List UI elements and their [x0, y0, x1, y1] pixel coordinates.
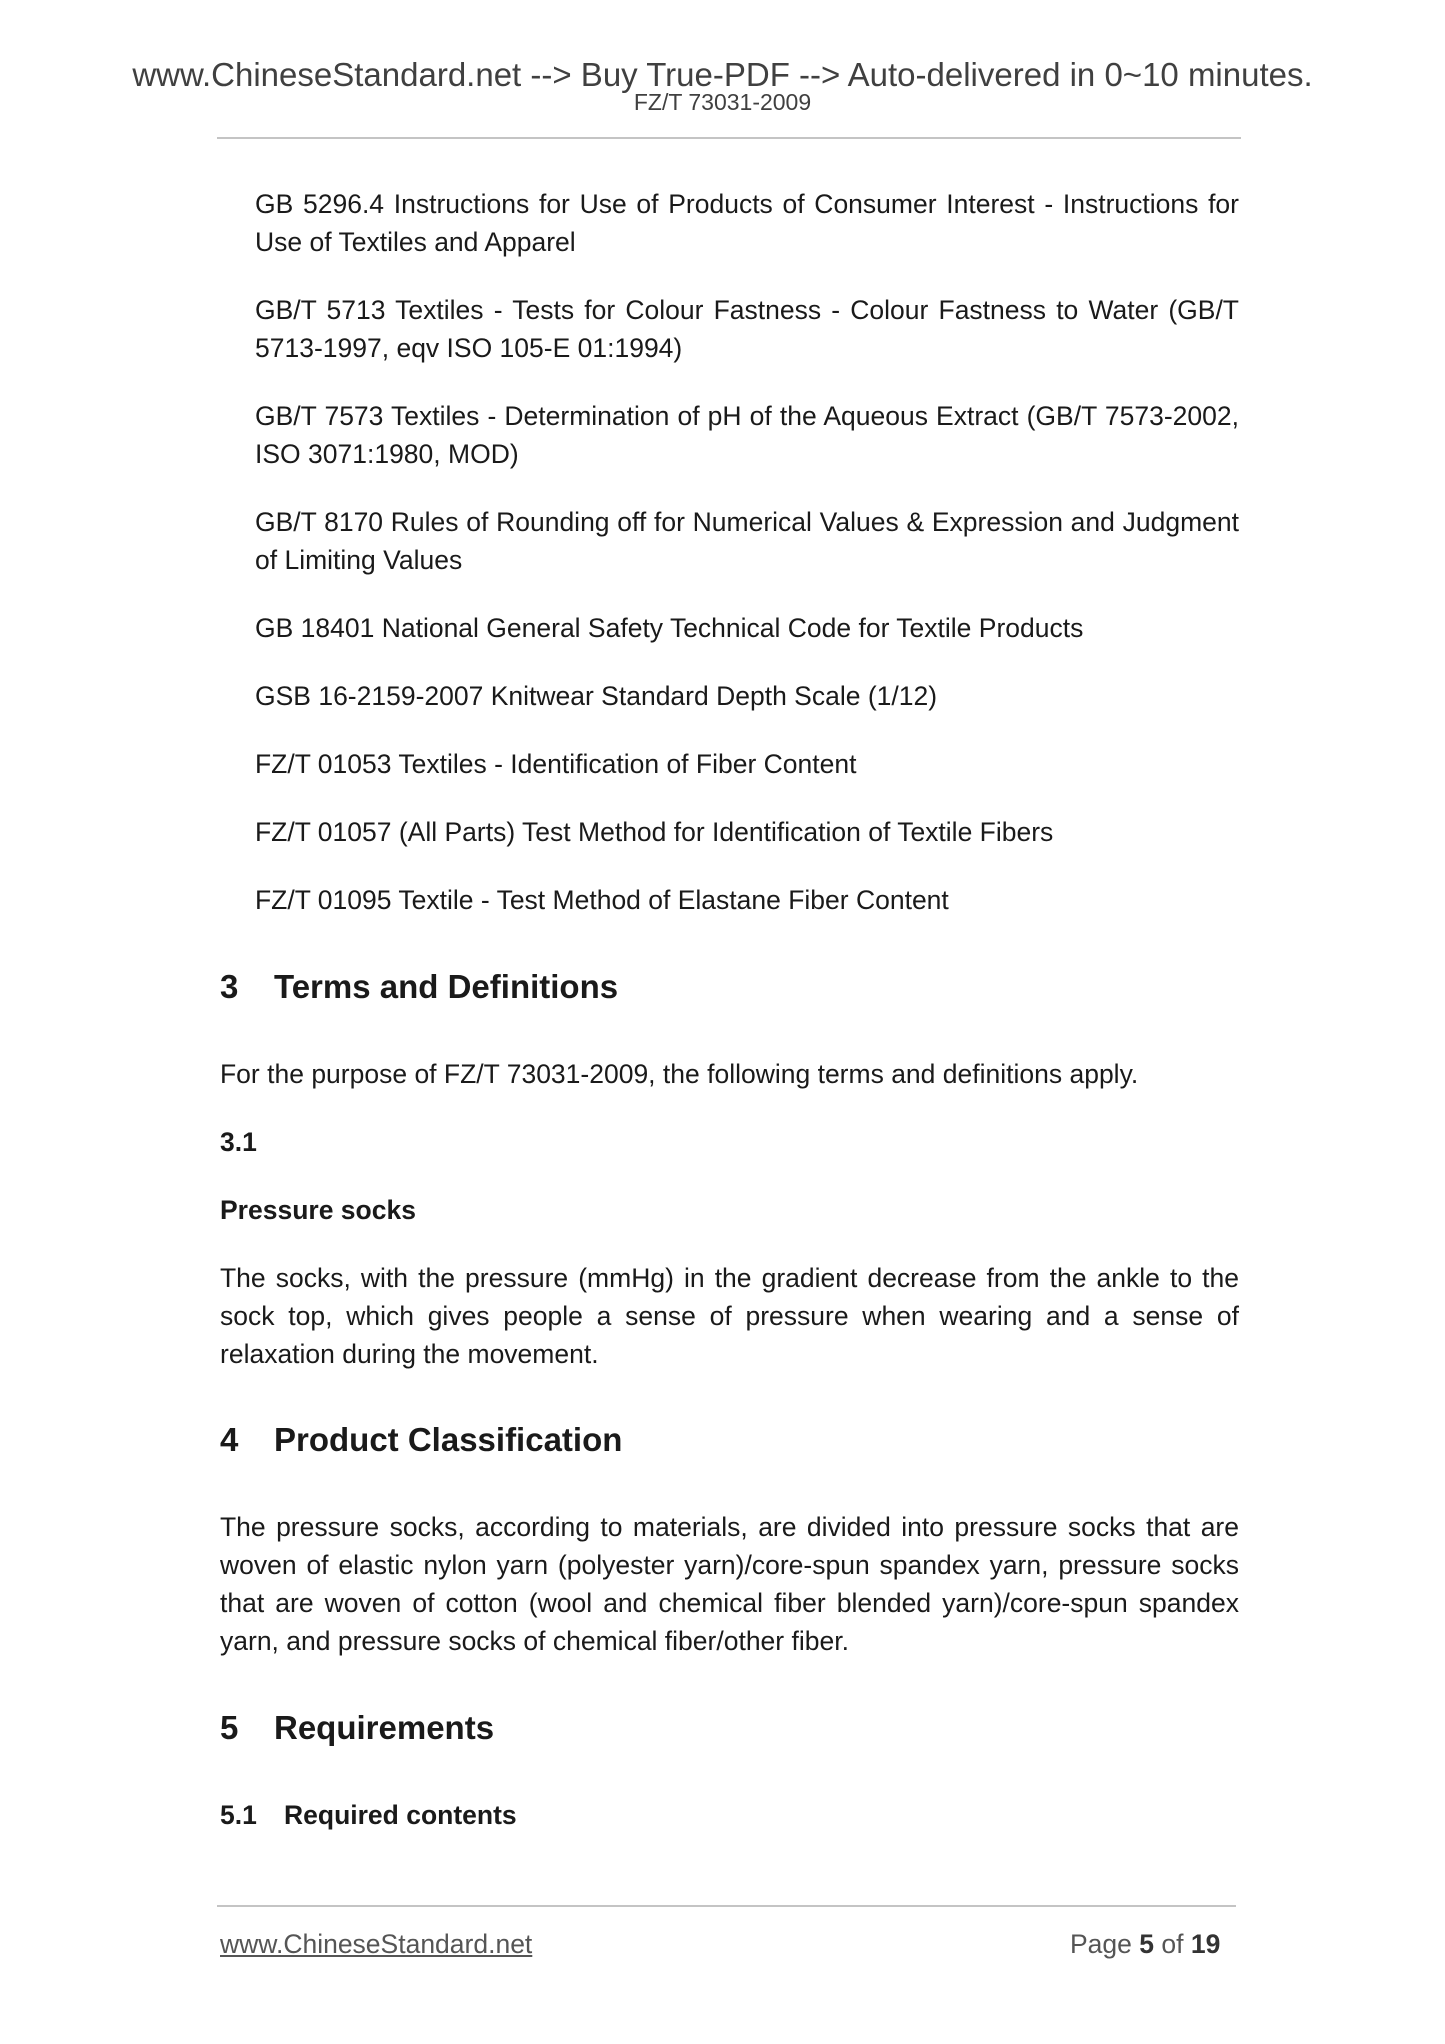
section-number: 4 [220, 1421, 239, 1458]
subsection-title: Required contents [284, 1800, 517, 1830]
term-title: Pressure socks [220, 1195, 416, 1225]
reference-item: FZ/T 01095 Textile - Test Method of Elastane Fiber Content [255, 885, 949, 915]
subsection-number: 5.1 [220, 1800, 257, 1830]
document-code: FZ/T 73031-2009 [633, 89, 812, 115]
section-4-heading [220, 1420, 622, 1460]
reference-item: GB 18401 National General Safety Technical Code for Textile Products [255, 613, 1084, 643]
header-divider [217, 137, 1241, 139]
page-of: of [1161, 1929, 1184, 1959]
section-title: Terms and Definitions [274, 968, 619, 1005]
section-title: Product Classification [274, 1421, 623, 1458]
section-number: 5 [220, 1709, 239, 1746]
reference-item: GB 5296.4 Instructions for Use of Products of Consumer Interest - Instructions for Use of Textiles and Apparel [255, 189, 1239, 257]
term-number: 3.1 [220, 1127, 257, 1157]
footer-site-link[interactable]: www.ChineseStandard.net [220, 1929, 533, 1959]
header-banner: www.ChineseStandard.net --> Buy True-PDF --> Auto-delivered in 0~10 minutes. [132, 56, 1313, 93]
page-indicator [1070, 1928, 1220, 1960]
reference-item: FZ/T 01057 (All Parts) Test Method for Identification of Textile Fibers [255, 817, 1054, 847]
section-4-body: The pressure socks, according to materials, are divided into pressure socks that are woven of elastic nylon yarn (polyester yarn)/core-spun spandex yarn, pressure socks that are woven of cotton (wool and chemical fiber blended yarn)/core-spun spandex yarn, and pressure socks of chemical fiber/other fiber. [220, 1512, 1239, 1656]
subsection-5-1-heading [220, 1796, 517, 1834]
section-number: 3 [220, 968, 239, 1005]
section-3-heading [220, 967, 618, 1007]
reference-item: GSB 16-2159-2007 Knitwear Standard Depth Scale (1/12) [255, 681, 938, 711]
reference-item: GB/T 8170 Rules of Rounding off for Numerical Values & Expression and Judgment of Limiting Values [255, 507, 1239, 575]
current-page: 5 [1139, 1929, 1155, 1959]
reference-item: FZ/T 01053 Textiles - Identification of Fiber Content [255, 749, 857, 779]
footer-divider [217, 1905, 1236, 1907]
term-definition: The socks, with the pressure (mmHg) in the gradient decrease from the ankle to the sock top, which gives people a sense of pressure when wearing and a sense of relaxation during the movement. [220, 1263, 1239, 1369]
section-5-heading [220, 1708, 494, 1748]
section-3-intro: For the purpose of FZ/T 73031-2009, the following terms and definitions apply. [220, 1059, 1139, 1089]
total-pages: 19 [1190, 1929, 1221, 1959]
section-title: Requirements [274, 1709, 495, 1746]
reference-item: GB/T 5713 Textiles - Tests for Colour Fastness - Colour Fastness to Water (GB/T 5713-1997, eqv ISO 105-E 01:1994) [255, 295, 1239, 363]
reference-item: GB/T 7573 Textiles - Determination of pH of the Aqueous Extract (GB/T 7573-2002, ISO 3071:1980, MOD) [255, 401, 1239, 469]
page-prefix: Page [1070, 1929, 1132, 1959]
